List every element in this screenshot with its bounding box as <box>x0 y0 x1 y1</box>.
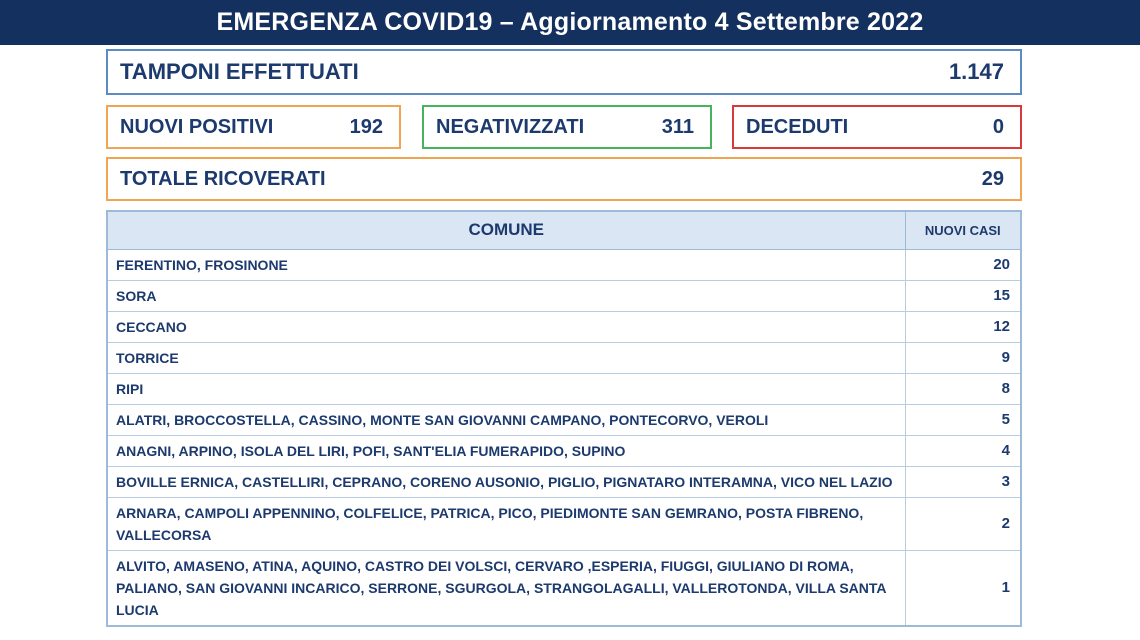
casi-cell: 1 <box>905 550 1021 626</box>
table-row <box>107 550 1021 626</box>
table-row <box>107 435 1021 466</box>
casi-cell: 12 <box>905 311 1021 342</box>
table-row <box>107 280 1021 311</box>
casi-cell: 4 <box>905 435 1021 466</box>
comune-cell: CECCANO <box>107 311 905 342</box>
totale-ricoverati-value: 29 <box>981 167 1004 190</box>
comune-cell: SORA <box>107 280 905 311</box>
deceduti-label: DECEDUTI <box>746 115 849 138</box>
comune-cell: FERENTINO, FROSINONE <box>107 249 905 280</box>
table-row <box>107 497 1021 550</box>
comune-cell: ARNARA, CAMPOLI APPENNINO, COLFELICE, PATRICA, PICO, PIEDIMONTE SAN GEMRANO, POSTA FIBRENO, VALLECORSA <box>107 497 905 550</box>
tamponi-value: 1.147 <box>948 59 1004 84</box>
tamponi-box <box>106 49 1022 95</box>
casi-cell: 15 <box>905 280 1021 311</box>
deceduti-box <box>732 105 1022 149</box>
comune-cell: BOVILLE ERNICA, CASTELLIRI, CEPRANO, CORENO AUSONIO, PIGLIO, PIGNATARO INTERAMNA, VICO NEL LAZIO <box>107 466 905 497</box>
table-row <box>107 466 1021 497</box>
totale-ricoverati-label: TOTALE RICOVERATI <box>120 167 326 190</box>
tamponi-label: TAMPONI EFFETTUATI <box>120 59 359 84</box>
comune-cell: ANAGNI, ARPINO, ISOLA DEL LIRI, POFI, SANT'ELIA FUMERAPIDO, SUPINO <box>107 435 905 466</box>
negativizzati-box <box>422 105 712 149</box>
nuovi-positivi-value: 192 <box>349 115 383 138</box>
casi-cell: 20 <box>905 249 1021 280</box>
comune-header: COMUNE <box>107 211 905 249</box>
table-row <box>107 342 1021 373</box>
negativizzati-value: 311 <box>661 115 694 138</box>
comune-cell: TORRICE <box>107 342 905 373</box>
totale-ricoverati-box <box>106 157 1022 201</box>
page-title: EMERGENZA COVID19 – Aggiornamento 4 Settembre 2022 <box>0 0 1140 45</box>
table-row <box>107 249 1021 280</box>
negativizzati-label: NEGATIVIZZATI <box>436 115 585 138</box>
casi-cell: 9 <box>905 342 1021 373</box>
table-row <box>107 311 1021 342</box>
comuni-table <box>106 210 1022 627</box>
table-row <box>107 404 1021 435</box>
nuovi-positivi-box <box>106 105 401 149</box>
deceduti-value: 0 <box>992 115 1004 138</box>
table-row <box>107 373 1021 404</box>
casi-cell: 2 <box>905 497 1021 550</box>
comune-cell: RIPI <box>107 373 905 404</box>
casi-cell: 5 <box>905 404 1021 435</box>
comune-cell: ALVITO, AMASENO, ATINA, AQUINO, CASTRO DEI VOLSCI, CERVARO ,ESPERIA, FIUGGI, GIULIANO DI ROMA, PALIANO, SAN GIOVANNI INCARICO, SERRONE, SGURGOLA, STRANGOLAGALLI, VALLEROTONDA, VILLA SANTA LUCIA <box>107 550 905 626</box>
casi-cell: 3 <box>905 466 1021 497</box>
comune-cell: ALATRI, BROCCOSTELLA, CASSINO, MONTE SAN GIOVANNI CAMPANO, PONTECORVO, VEROLI <box>107 404 905 435</box>
table-header-row <box>107 211 1021 249</box>
casi-cell: 8 <box>905 373 1021 404</box>
nuovi-positivi-label: NUOVI POSITIVI <box>120 115 274 138</box>
nuovi-casi-header: NUOVI CASI <box>905 211 1021 249</box>
